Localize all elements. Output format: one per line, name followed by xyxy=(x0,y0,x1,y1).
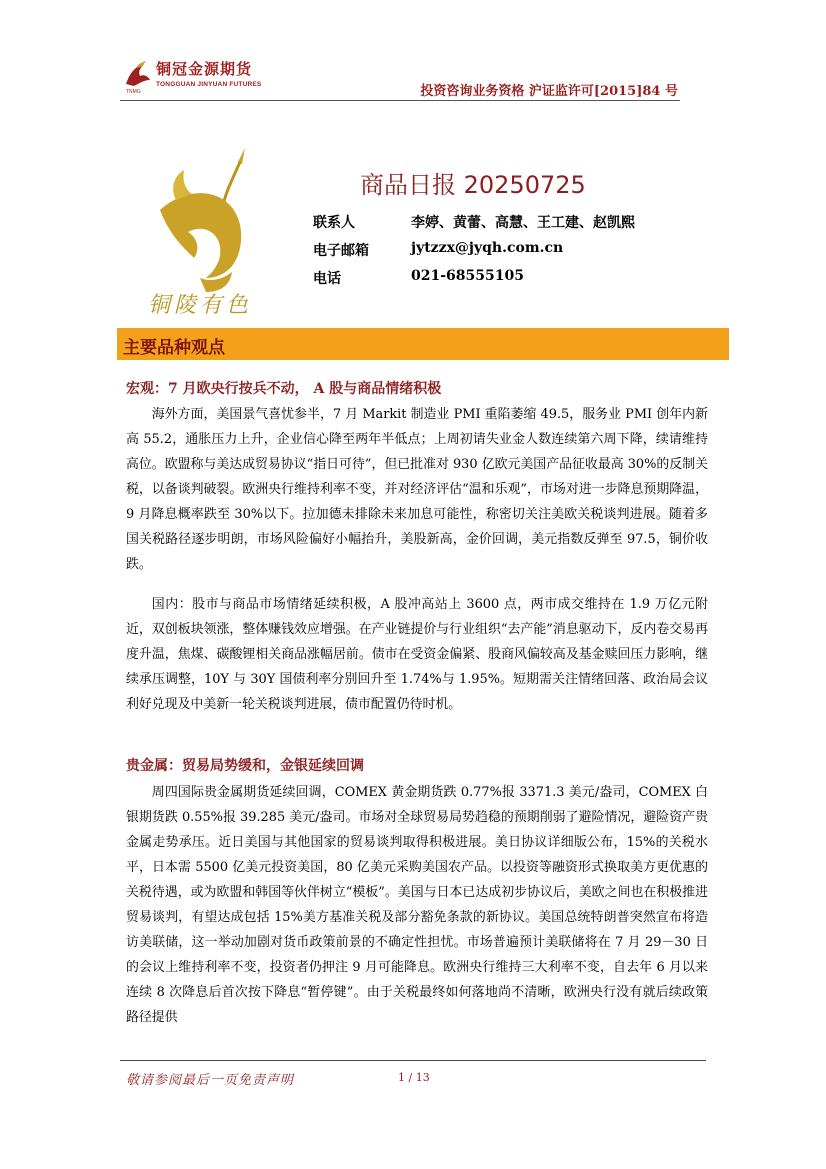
precious-paragraph-1: 周四国际贵金属期货延续回调，COMEX 黄金期货跌 0.77%报 3371.3 美元/盎司，COMEX 白银期货跌 0.55%报 39.285 美元/盎司。市场对全球贸易局势趋稳的预期削弱了避险情况，避险资产贵金属走势承压。近日美国与其他国家的贸易谈判取得积极进展。美日协议详细版公布，15%的关税水平，日本需 5500 亿美元投资美国，80 亿美元采购美国农产品。以投资等融资形式换取美方更优惠的关税待遇，或为欧盟和韩国等伙伴树立“模板”。美国与日本已达成初步协议后，美欧之间也在积极推进贸易谈判，有望达成包括 15%美方基准关税及部分豁免条款的新协议。美国总统特朗普突然宣布将造访美联储，这一举动加剧对货币政策前景的不确定性担忧。市场普遍预计美联储将在 7 月 29－30 日的会议上维持利率不变，投资者仍押注 9 月可能降息。欧洲央行维持三大利率不变，自去年 6 月以来连续 8 次降息后首次按下降息“暂停键”。由于关税最终如何落地尚不清晰，欧洲央行没有就后续政策路径提供 xyxy=(126,785,708,1025)
phone-label: 电话 xyxy=(313,271,341,287)
contact-names: 李婷、黄蕾、高慧、王工建、赵凯熙 xyxy=(411,215,635,231)
disclaimer-note: 敬请参阅最后一页免责声明 xyxy=(126,1073,295,1088)
precious-heading: 贵金属：贸易局势缓和，金银延续回调 xyxy=(126,758,364,774)
dragon-logo-icon xyxy=(122,58,154,90)
company-name-cn: 铜冠金源期货 xyxy=(156,60,253,78)
email-value: jytzzx@jyqh.com.cn xyxy=(411,240,564,256)
footer-divider xyxy=(120,1060,706,1061)
brand-emblem xyxy=(140,140,280,320)
macro-paragraph-1: 海外方面，美国景气喜忧参半，7 月 Markit 制造业 PMI 重陷萎缩 49.5，服务业 PMI 创年内新高 55.2，通胀压力上升，企业信心降至两年半低点；上周初请失业金人数连续第六周下降，续请维持高位。欧盟称与美达成贸易协议“指日可待”，但已批准对 930 亿欧元美国产品征收最高 30%的反制关税，以备谈判破裂。欧洲央行维持利率不变，并对经济评估“温和乐观”，市场对进一步降息预期降温，9 月降息概率跌至 30%以下。拉加德未排除未来加息可能性，称密切关注美欧关税谈判进展。随着多国关税路径逐步明朗，市场风险偏好小幅抬升，美股新高，金价回调，美元指数反弹至 97.5，铜价收跌。 xyxy=(126,407,708,572)
section-title: 主要品种观点 xyxy=(123,338,225,358)
macro-paragraph-2: 国内：股市与商品市场情绪延续积极，A 股冲高站上 3600 点，两市成交维持在 1.9 万亿元附近，双创板块领涨，整体赚钱效应增强。在产业链提价与行业组织“去产能”消息驱动下，反内卷交易再度升温，焦煤、碳酸锂相关商品涨幅居前。债市在受资金偏紧、股商风偏较高及基金赎回压力影响，继续承压调整，10Y 与 30Y 国债利率分别回升至 1.74%与 1.95%。短期需关注情绪回落、政治局会议利好兑现及中美新一轮关税谈判进展，债市配置仍待时机。 xyxy=(126,597,708,712)
company-abbr: TNMG xyxy=(126,89,141,95)
qualification-text: 投资咨询业务资格 沪证监许可[2015]84 号 xyxy=(420,84,678,99)
phone-value: 021-68555105 xyxy=(411,268,524,284)
emblem-calligraphy: 铜陵有色 xyxy=(148,293,253,318)
page-number: 1 / 13 xyxy=(398,1071,430,1084)
email-label: 电子邮箱 xyxy=(313,243,369,259)
header-divider xyxy=(120,100,680,101)
macro-heading: 宏观：7 月欧央行按兵不动， A 股与商品情绪积极 xyxy=(126,381,442,397)
company-logo xyxy=(122,56,272,100)
report-title: 商品日报 20250725 xyxy=(360,171,586,199)
company-name-en: TONGGUAN JINYUAN FUTURES xyxy=(156,81,262,88)
contact-label: 联系人 xyxy=(313,215,355,231)
